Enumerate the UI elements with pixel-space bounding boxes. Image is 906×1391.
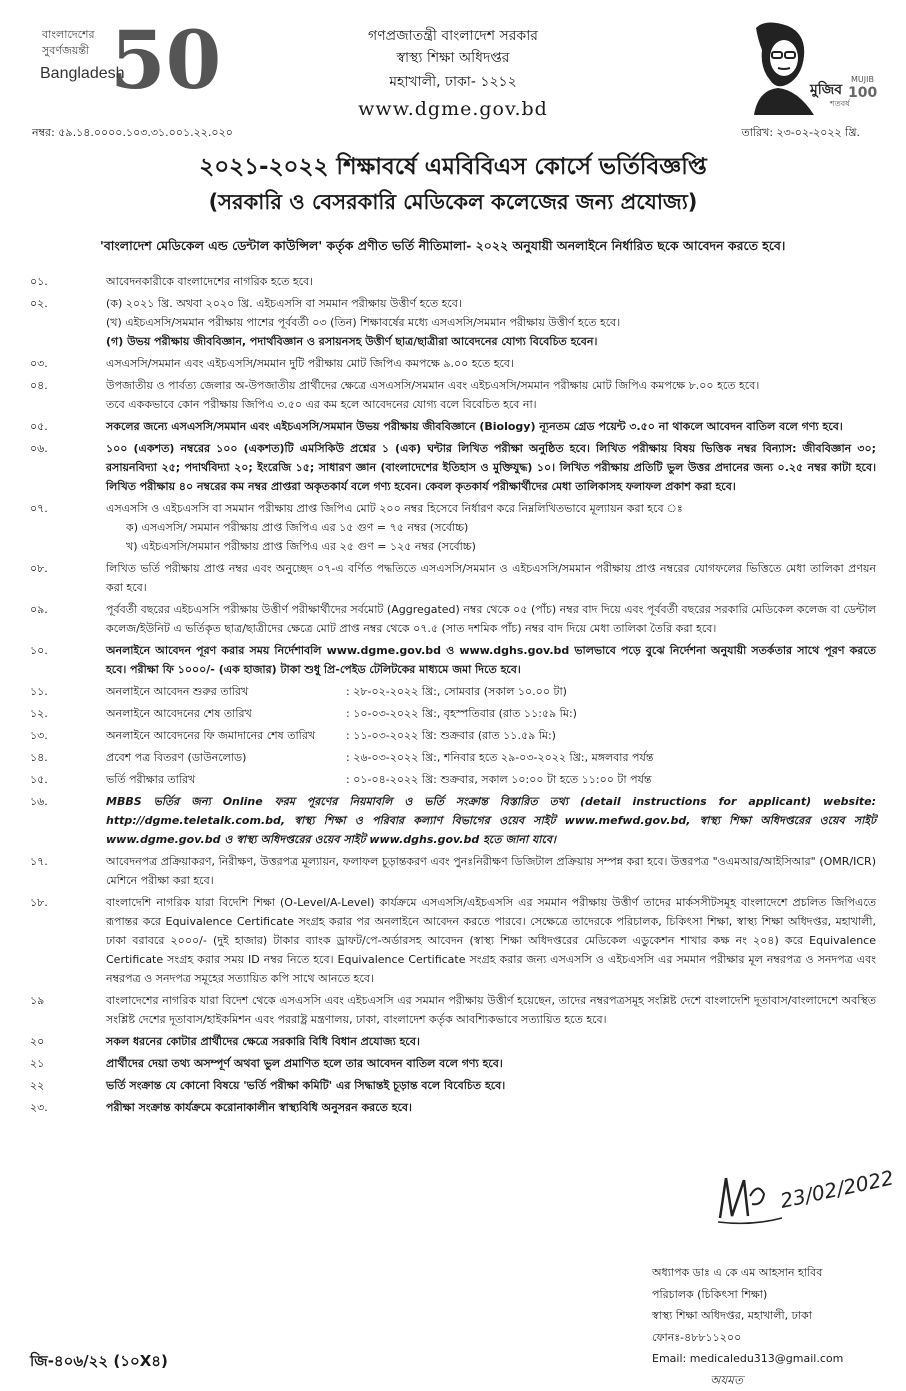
item-label: প্রবেশ পত্র বিতরণ (ডাউনলোড) <box>106 748 346 767</box>
item-value: : ২৬-০৩-২০২২ খ্রি:, শনিবার হতে ২৯-০৩-২০২২ খ্রি:, মঙ্গলবার পর্যন্ত <box>346 748 653 767</box>
memo-number: নম্বর: ৫৯.১৪.০০০০.১০৩.৩১.০০১.২২.০২০ <box>32 124 233 143</box>
office-website: www.dgme.gov.bd <box>0 98 906 120</box>
item-text: ভর্তি সংক্রান্ত যে কোনো বিষয়ে 'ভর্তি পরীক্ষা কমিটি' এর সিদ্ধান্তই চূড়ান্ত বলে বিবেচিত হবে। <box>106 1076 876 1095</box>
item-text: ১০০ (একশত) নম্বরের ১০০ (একশত)টি এমসিকিউ প্রশ্নের ১ (এক) ঘন্টার লিখিত পরীক্ষা অনুষ্ঠিত হবে। লিখিত পরীক্ষায় বিষয় ভিত্তিক নম্বর বিন্যাস: জীববিজ্ঞান ৩০; রসায়নবিদ্যা ২৫; পদার্থবিদ্যা ২০; ইংরেজি ১৫; সাধারণ জ্ঞান (বাংলাদেশের ইতিহাস ও মুক্তিযুদ্ধ) ১০। লিখিত পরীক্ষায় প্রতিটি ভুল উত্তর প্রদানের জন্য ০.২৫ নম্বর কাটা হবে। লিখিত পরীক্ষায় ৪০ নম্বরের কম নম্বর প্রাপ্তরা অকৃতকার্য বলে গণ্য হবেন। কেবল কৃতকার্য পরীক্ষার্থীদের মেধা তালিকাসহ ফলাফল প্রকাশ করা হবে। <box>106 439 876 496</box>
initial-signature: অযমত <box>652 1370 843 1391</box>
list-item <box>30 272 876 291</box>
item-number: ০৬. <box>30 439 106 496</box>
item-number: ২১ <box>30 1054 106 1073</box>
item-text: আবেদনকারীকে বাংলাদেশের নাগরিক হতে হবে। <box>106 272 876 291</box>
item-text: পূর্ববর্তী বছরের এইচএসসি পরীক্ষায় উত্তীর্ণ পরীক্ষার্থীদের সর্বমোট (Aggregated) নম্বর থেকে ০৫ (পাঁচ) নম্বর বাদ দিয়ে এবং পূর্ববর্তী বছরের সরকারি মেডিকেল কলেজ বা ডেন্টাল কলেজ/ইউনিট এ ভর্তিকৃত ছাত্র/ছাত্রীদের ক্ষেত্রে মোট প্রাপ্ত নম্বর থেকে ০৭.৫ (সাত দশমিক পাঁচ) নম্বর বাদ দিয়ে মেধা তালিকা তৈরি করা হবে। <box>106 600 876 638</box>
item-number: ০৫. <box>30 417 106 436</box>
handwritten-signature <box>712 1160 882 1230</box>
signatory-email: Email: medicaledu313@gmail.com <box>652 1348 843 1370</box>
item-text: অনলাইনে আবেদন পূরণ করার সময় নির্দেশাবলি www.dgme.gov.bd ও www.dghs.gov.bd ভালভাবে পড়ে বুঝে নির্দেশনা অনুযায়ী সতর্কতার সাথে পূরণ করতে হবে। পরীক্ষা ফি ১০০০/- (এক হাজার) টাকা শুধু প্রি-পেইড টেলিটকের মাধ্যমে জমা দিতে হবে। <box>106 641 876 679</box>
list-item <box>30 294 876 351</box>
logo-number: 50 <box>110 20 221 100</box>
memo-date: তারিখ: ২৩-০২-২০২২ খ্রি. <box>741 124 860 143</box>
item-number: ১৩. <box>30 726 106 745</box>
list-item <box>30 770 876 789</box>
list-item <box>30 1076 876 1095</box>
item-text: বাংলাদেশি নাগরিক যারা বিদেশি শিক্ষা (O-Level/A-Level) কার্যক্রমে এসএসসি/এইচএসসি এর সমমান পরীক্ষায় উত্তীর্ণ তাদের মার্কসসীটসমূহ বাংলাদেশে প্রচলিত জিপিএতে রূপান্তর করে Equivalence Certificate সংগ্রহ করার পর অনলাইনে আবেদন করতে পারবে। সেক্ষেত্রে তাদেরকে পরিচালক, চিকিৎসা শিক্ষা, স্বাস্থ্য শিক্ষা অধিদপ্তর, মহাখালী, ঢাকা বরাবরে ২০০০/- (দুই হাজার) টাকার ব্যাংক ড্রাফট/পে-অর্ডারসহ আবেদন (স্বাস্থ্য শিক্ষা অধিদপ্তরের মেডিকেল এডুকেশন শাখার কক্ষ নং ২০৪) করে Equivalence Certificate সংগ্রহ করার সময় ID নম্বর নিতে হবে। Equivalence Certificate সংগ্রহ করার জন্য এসএসসি ও এইচএসসি এর সমমান পরীক্ষার মূল নম্বরপত্র ও সনদপত্র এবং নম্বরপত্র ও সনদপত্র সমূহের সত্যায়িত কপি সাথে আনতে হবে। <box>106 893 876 988</box>
item-number: ০২. <box>30 294 106 351</box>
item-number: ১৭. <box>30 852 106 890</box>
mujib-number: 100 <box>848 85 877 101</box>
item-number: ০৩. <box>30 354 106 373</box>
list-item <box>30 1032 876 1051</box>
item-subline: (ক) ২০২১ খ্রি. অথবা ২০২০ খ্রি. এইচএসসি বা সমমান পরীক্ষায় উত্তীর্ণ হতে হবে। <box>106 294 876 313</box>
signatory-office: স্বাস্থ্য শিক্ষা অধিদপ্তর, মহাখালী, ঢাকা <box>652 1305 843 1327</box>
list-item <box>30 641 876 679</box>
item-text: লিখিত ভর্তি পরীক্ষায় প্রাপ্ত নম্বর এবং অনুচ্ছেদ ০৭-এ বর্ণিত পদ্ধতিতে এসএসসি/সমমান ও এইচএসসি/সমমান পরীক্ষায় প্রাপ্ত নম্বরের যোগফলের ভিত্তিতে মেধা তালিকা প্রণয়ন করা হবে। <box>106 559 876 597</box>
item-text: পরীক্ষা সংক্রান্ত কার্যক্রমে করোনাকালীন স্বাস্থ্যবিধি অনুসরন করতে হবে। <box>106 1098 876 1117</box>
item-number: ০৯. <box>30 600 106 638</box>
list-item <box>30 376 876 414</box>
item-number: ১১. <box>30 682 106 701</box>
item-label: ভর্তি পরীক্ষার তারিখ <box>106 770 346 789</box>
item-text <box>106 294 876 351</box>
logo-english: Bangladesh <box>40 65 125 83</box>
office-address: মহাখালী, ঢাকা- ১২১২ <box>0 70 906 94</box>
item-number: ০৮. <box>30 559 106 597</box>
list-item <box>30 600 876 638</box>
item-label: অনলাইনে আবেদনের শেষ তারিখ <box>106 704 346 723</box>
item-text: সকল ধরনের কোটার প্রার্থীদের ক্ষেত্রে সরকারি বিধি বিধান প্রযোজ্য হবে। <box>106 1032 876 1051</box>
item-number: ১৯ <box>30 991 106 1029</box>
item-text: সকলের জন্যে এসএসসি/সমমান এবং এইচএসসি/সমমান উভয় পরীক্ষায় জীববিজ্ঞানে (Biology) ন্যূনতম গ্রেড পয়েন্ট ৩.৫০ না থাকলে আবেদন বাতিল বলে গণ্য হবে। <box>106 417 876 436</box>
list-item <box>30 852 876 890</box>
item-number: ১০. <box>30 641 106 679</box>
list-item <box>30 499 876 556</box>
list-item <box>30 1098 876 1117</box>
item-value: : ১০-০৩-২০২২ খ্রি:, বৃহস্পতিবার (রাত ১১:৫৯ মি:) <box>346 704 577 723</box>
item-number: ১৬. <box>30 792 106 849</box>
office-name: স্বাস্থ্য শিক্ষা অধিদপ্তর <box>0 46 906 70</box>
item-subline: ক) এসএসসি/ সমমান পরীক্ষায় প্রাপ্ত জিপিএ এর ১৫ গুণ = ৭৫ নম্বর (সর্বোচ্চ) <box>106 518 876 537</box>
item-text <box>106 704 876 723</box>
item-text: আবেদনপত্র প্রক্রিয়াকরণ, নিরীক্ষণ, উত্তরপত্র মূল্যায়ন, ফলাফল চূড়ান্তকরণ এবং পুনঃনিরীক্ষণ ডিজিটাল প্রক্রিয়ায় সম্পন্ন করা হবে। উত্তরপত্র "ওএমআর/আইসিআর" (OMR/ICR) মেশিনে পরীক্ষা করা হবে। <box>106 852 876 890</box>
item-label: অনলাইনে আবেদন শুরুর তারিখ <box>106 682 346 701</box>
signatory-block <box>652 1262 843 1391</box>
list-item <box>30 792 876 849</box>
item-value: : ১১-০৩-২০২২ খ্রি: শুক্রবার (রাত ১১.৫৯ মি:) <box>346 726 556 745</box>
item-number: ০১. <box>30 272 106 291</box>
item-text <box>106 682 876 701</box>
item-text: বাংলাদেশের নাগরিক যারা বিদেশ থেকে এসএসসি এবং এইচএসসি এর সমমান পরীক্ষায় উত্তীর্ণ হয়েছেন, তাদের নম্বরপত্রসমূহ সংশ্লিষ্ট দেশে বাংলাদেশি দূতাবাস/বাংলাদেশে অবস্থিত সংশ্লিষ্ট দেশের দূতাবাস/হাইকমিশন এবং পররাষ্ট্র মন্ত্রণালয়, ঢাকা, বাংলাদেশ কর্তৃক আবশ্যিকভাবে সত্যায়িত হতে হবে। <box>106 991 876 1029</box>
item-subline: (গ) উভয় পরীক্ষায় জীববিজ্ঞান, পদার্থবিজ্ঞান ও রসায়নসহ উত্তীর্ণ ছাত্র/ছাত্রীরা আবেদনের যোগ্য বিবেচিত হবেন। <box>106 332 876 351</box>
list-item <box>30 748 876 767</box>
signatory-phone: ফোনঃ-৪৮৮১১২০০ <box>652 1327 843 1349</box>
list-item <box>30 682 876 701</box>
item-number: ১৫. <box>30 770 106 789</box>
item-subline: এসএসসি ও এইচএসসি বা সমমান পরীক্ষায় প্রাপ্ত জিপিএ মোট ২০০ নম্বর হিসেবে নির্ধারণ করে নিম্নলিখিতভাবে মূল্যায়ন করা হবে ঃ <box>106 499 876 518</box>
mujib-label: মুজিব <box>810 78 842 102</box>
list-item <box>30 704 876 723</box>
item-text <box>106 770 876 789</box>
list-item <box>30 991 876 1029</box>
list-item <box>30 726 876 745</box>
list-item <box>30 439 876 496</box>
item-label: অনলাইনে আবেদনের ফি জমাদানের শেষ তারিখ <box>106 726 346 745</box>
item-text: প্রার্থীদের দেয়া তথ্য অসম্পূর্ণ অথবা ভুল প্রমাণিত হলে তার আবেদন বাতিল বলে গণ্য হবে। <box>106 1054 876 1073</box>
gov-name: গণপ্রজাতন্ত্রী বাংলাদেশ সরকার <box>0 24 906 48</box>
publication-code: জি-৪০৬/২২ (১০X৪) <box>30 1350 168 1375</box>
signatory-designation: পরিচালক (চিকিৎসা শিক্ষা) <box>652 1284 843 1306</box>
item-subline: খ) এইচএসসি/সমমান পরীক্ষায় প্রাপ্ত জিপিএ এর ২৫ গুণ = ১২৫ নম্বর (সর্বোচ্চ) <box>106 537 876 556</box>
list-item <box>30 1054 876 1073</box>
item-number: ১২. <box>30 704 106 723</box>
item-number: ০৪. <box>30 376 106 414</box>
item-text: MBBS ভর্তির জন্য Online ফরম পূরণের নিয়মাবলি ও ভর্তি সংক্রান্ত বিস্তারিত তথ্য (detail instructions for applicant) website: http://dgme.teletalk.com.bd, স্বাস্থ্য শিক্ষা ও পরিবার কল্যাণ বিভাগের ওয়েব সাইট www.mefwd.gov.bd, স্বাস্থ্য শিক্ষা অধিদপ্তরের ওয়েব সাইট www.dgme.gov.bd ও স্বাস্থ্য অধিদপ্তরের ওয়েব সাইট www.dghs.gov.bd হতে জানা যাবে। <box>106 792 876 849</box>
handwritten-date: 23/02/2022 <box>778 1165 896 1212</box>
item-number: ১৪. <box>30 748 106 767</box>
notice-intro: 'বাংলাদেশ মেডিকেল এন্ড ডেন্টাল কাউন্সিল' কর্তৃক প্রণীত ভর্তি নীতিমালা- ২০২২ অনুযায়ী অনলাইনে নির্ধারিত ছকে আবেদন করতে হবে। <box>100 238 870 258</box>
logo-text-line2: সুবর্ণজয়ন্তী <box>42 42 89 61</box>
signatory-name: অধ্যাপক ডাঃ এ কে এম আহসান হাবিব <box>652 1262 843 1284</box>
item-text <box>106 726 876 745</box>
item-subline: উপজাতীয় ও পার্বত্য জেলার অ-উপজাতীয় প্রার্থীদের ক্ষেত্রে এসএসসি/সমমান এবং এইচএসসি/সমমান পরীক্ষায় মোট জিপিএ কমপক্ষে ৮.০০ হতে হবে। <box>106 376 876 395</box>
item-number: ২০ <box>30 1032 106 1051</box>
logo-text-line1: বাংলাদেশের <box>42 26 95 45</box>
item-number: ২২ <box>30 1076 106 1095</box>
item-value: : ২৮-০২-২০২২ খ্রি:, সোমবার (সকাল ১০.০০ টা) <box>346 682 567 701</box>
item-number: ০৭. <box>30 499 106 556</box>
item-text <box>106 376 876 414</box>
item-number: ২৩. <box>30 1098 106 1117</box>
notice-title: ২০২১-২০২২ শিক্ষাবর্ষে এমবিবিএস কোর্সে ভর্তিবিজ্ঞপ্তি <box>0 148 906 187</box>
list-item <box>30 417 876 436</box>
mujib-small-bottom: শতবর্ষ <box>830 98 850 111</box>
item-text <box>106 748 876 767</box>
notice-items <box>30 272 876 1120</box>
item-subline: তবে এককভাবে কোন পরীক্ষায় জিপিএ ৩.৫০ এর কম হলে আবেদনের যোগ্য বলে বিবেচিত হবে না। <box>106 395 876 414</box>
notice-subtitle: (সরকারি ও বেসরকারি মেডিকেল কলেজের জন্য প্রযোজ্য) <box>0 186 906 221</box>
item-text: এসএসসি/সমমান এবং এইচএসসি/সমমান দুটি পরীক্ষায় মোট জিপিএ কমপক্ষে ৯.০০ হতে হবে। <box>106 354 876 373</box>
item-number: ১৮. <box>30 893 106 988</box>
item-subline: (খ) এইচএসসি/সমমান পরীক্ষায় পাশের পূর্ববর্তী ০৩ (তিন) শিক্ষাবর্ষের মধ্যে এসএসসি/সমমান পরীক্ষায় উত্তীর্ণ হতে হবে। <box>106 313 876 332</box>
list-item <box>30 559 876 597</box>
list-item <box>30 354 876 373</box>
list-item <box>30 893 876 988</box>
item-text <box>106 499 876 556</box>
mujib-small-top: MUJIB <box>851 75 874 84</box>
item-value: : ০১-০৪-২০২২ খ্রি: শুক্রবার, সকাল ১০:০০ টা হতে ১১:০০ টা পর্যন্ত <box>346 770 652 789</box>
